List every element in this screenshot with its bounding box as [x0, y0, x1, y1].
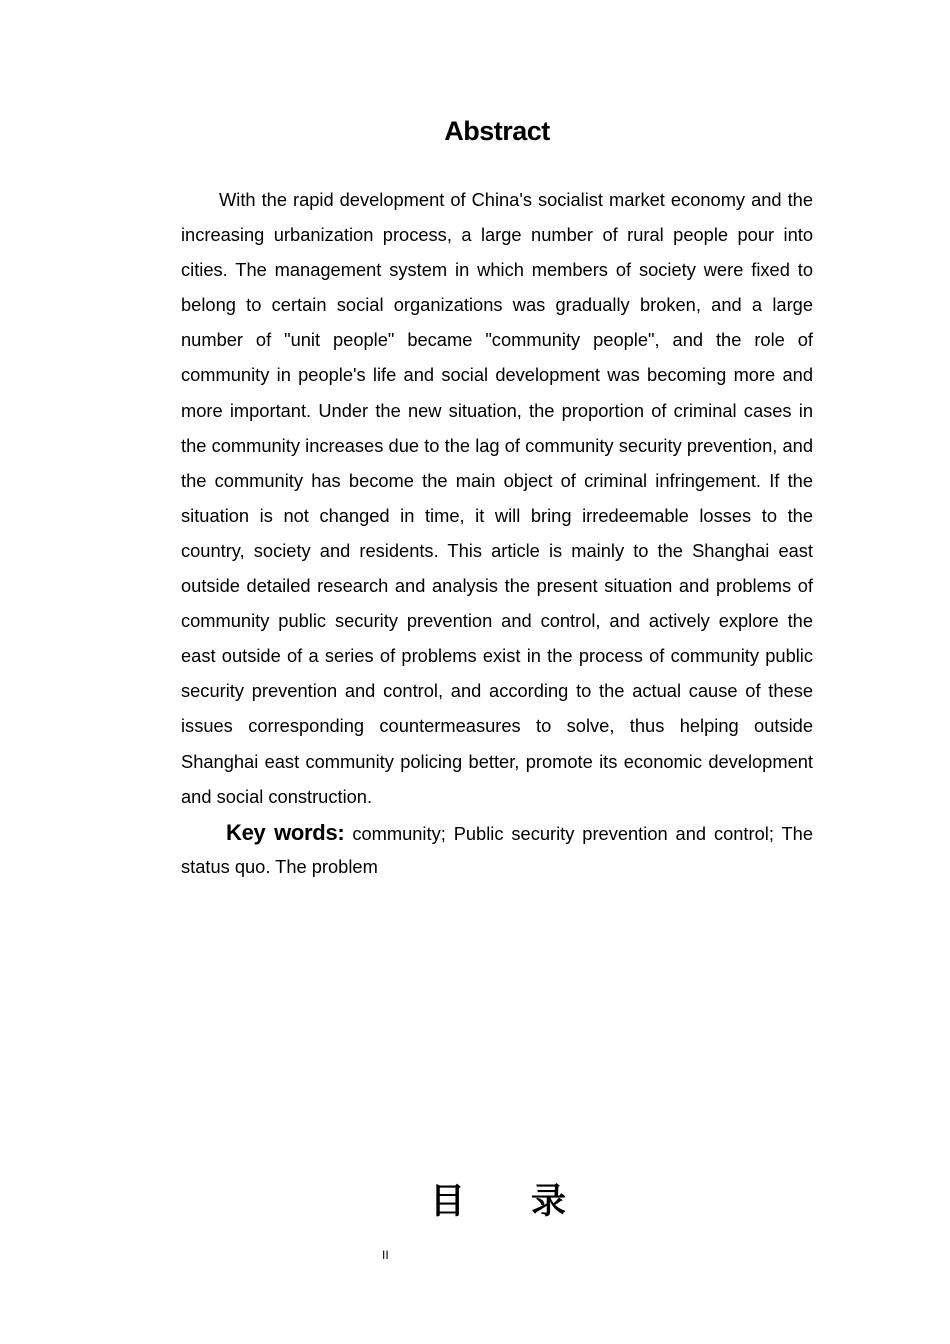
keywords-text: community; Public security prevention and control; The status quo. The problem: [181, 823, 813, 877]
toc-heading-char-1: 目: [430, 1182, 466, 1222]
keywords-line: [181, 816, 813, 883]
toc-heading-char-2: 录: [531, 1182, 567, 1222]
keywords-label: Key words:: [226, 820, 345, 845]
abstract-paragraph: With the rapid development of China's socialist market economy and the increasing urbanization process, a large number of rural people pour into cities. The management system in which members of society were fixed to belong to certain social organizations was gradually broken, and a large number of "unit people" became "community people", and the role of community in people's life and social development was becoming more and more important. Under the new situation, the proportion of criminal cases in the community increases due to the lag of community security prevention, and the community has become the main object of criminal infringement. If the situation is not changed in time, it will bring irredeemable losses to the country, society and residents. This article is mainly to the Shanghai east outside detailed research and analysis the present situation and problems of community public security prevention and control, and actively explore the east outside of a series of problems exist in the process of community public security prevention and control, and according to the actual cause of these issues corresponding countermeasures to solve, thus helping outside Shanghai east community policing better, promote its economic development and social construction.: [181, 189, 813, 807]
page-number: II: [382, 1248, 389, 1262]
abstract-title: Abstract: [444, 116, 550, 146]
table-of-contents-heading: [430, 1178, 566, 1226]
